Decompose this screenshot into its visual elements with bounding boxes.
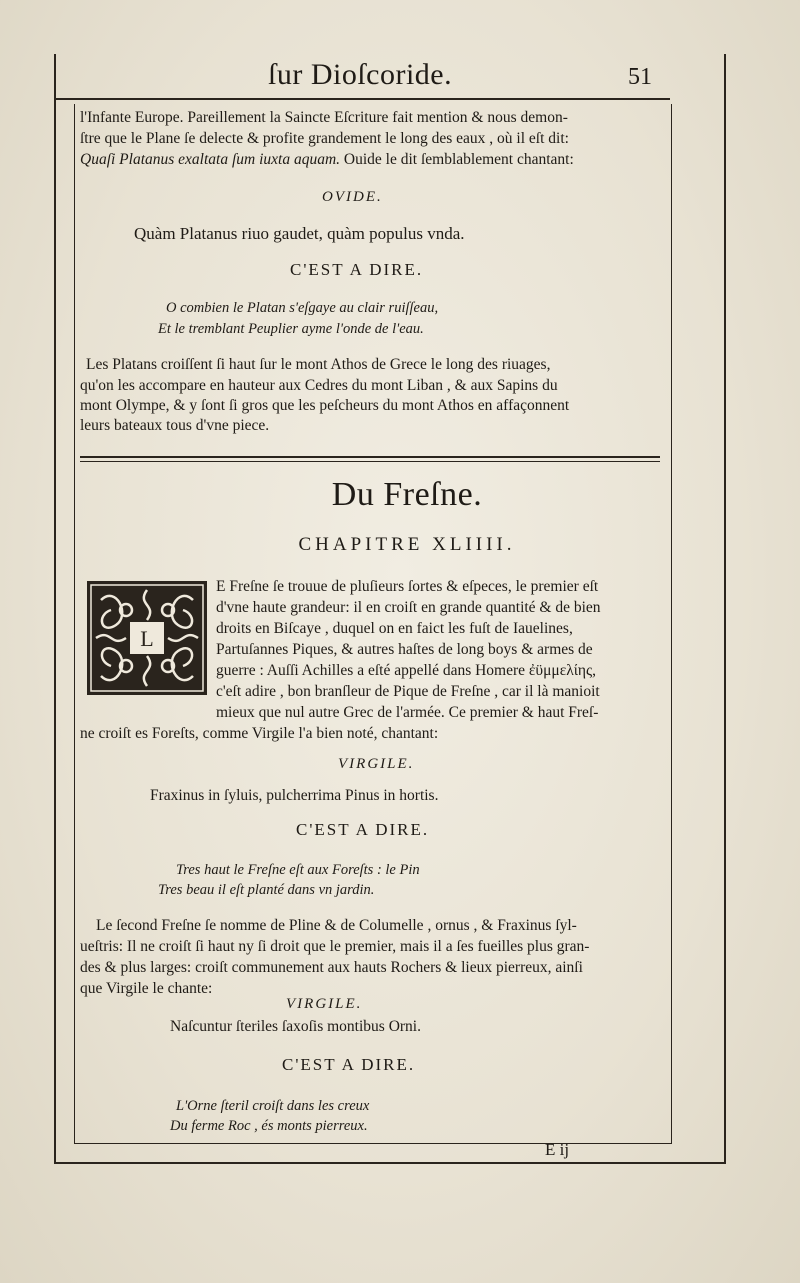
paragraph-line: ueſtris: Il ne croiſt ſi haut ny ſi droit que le premier, mais il a ſes fueilles plus gran- bbox=[80, 938, 590, 955]
signature-mark: E ij bbox=[545, 1140, 570, 1159]
chapter-text-line: Partuſannes Piques, & autres haſtes de long boys & armes de bbox=[216, 641, 593, 658]
chapter-text-line: mieux que nul autre Grec de l'armée. Ce premier & haut Freſ- bbox=[216, 704, 599, 721]
french-verse-line: Tres haut le Freſne eſt aux Foreſts : le Pin bbox=[176, 862, 420, 878]
paragraph-line: mont Olympe, & y ſont ſi gros que les peſcheurs du mont Athos en affaçonnent bbox=[80, 397, 570, 414]
french-verse-line: O combien le Platan s'eſgaye au clair ruiſſeau, bbox=[166, 300, 439, 316]
text-line: l'Infante Europe. Pareillement la Saincte Eſcriture fait mention & nous demon- bbox=[80, 109, 568, 126]
chapter-text-line: ne croiſt es Foreſts, comme Virgile l'a bien noté, chantant: bbox=[80, 725, 439, 742]
virgile-label: VIRGILE. bbox=[338, 756, 415, 772]
chapter-text-line: guerre : Auſſi Achilles a eſté appellé dans Homere ἐϋμμελίης, bbox=[216, 662, 597, 679]
french-verse-line: Tres beau il eſt planté dans vn jardin. bbox=[158, 882, 375, 898]
french-verse-line: L'Orne ſteril croiſt dans les creux bbox=[176, 1098, 370, 1114]
cest-a-dire-heading: C'EST A DIRE. bbox=[282, 1055, 416, 1074]
quote-tail: Ouide le dit ſemblablement chantant: bbox=[340, 151, 574, 168]
ornamental-initial-icon bbox=[86, 580, 208, 696]
paragraph-line: Le ſecond Freſne ſe nomme de Pline & de Columelle , ornus , & Fraxinus ſyl- bbox=[96, 917, 577, 934]
text-line: ſtre que le Plane ſe delecte & profite grandement le long des eaux , où il eſt dit: bbox=[80, 130, 569, 147]
paragraph-line: leurs bateaux tous d'vne piece. bbox=[80, 417, 270, 434]
section-divider bbox=[80, 456, 660, 458]
french-verse-line: Du ferme Roc , és monts pierreux. bbox=[170, 1118, 368, 1134]
cest-a-dire-heading: C'EST A DIRE. bbox=[290, 260, 424, 279]
chapter-text-line: c'eſt adire , bon branſleur de Pique de Freſne , car il là manioit bbox=[216, 683, 600, 700]
latin-quote: Quaſi Platanus exaltata ſum iuxta aquam. bbox=[80, 151, 341, 168]
french-verse-line: Et le tremblant Peuplier ayme l'onde de l'eau. bbox=[158, 321, 424, 337]
footer-rule bbox=[56, 1162, 726, 1164]
paragraph-line: Les Platans croiſſent ſi haut ſur le mont Athos de Grece le long des riuages, bbox=[86, 356, 551, 373]
paragraph-line: des & plus larges: croiſt communement aux hauts Rochers & lieux pierreux, ainſi bbox=[80, 959, 583, 976]
paragraph-line: qu'on les accompare en hauteur aux Cedres du mont Liban , & aux Sapins du bbox=[80, 377, 558, 394]
header-rule bbox=[56, 98, 670, 100]
chapter-text-line: E Freſne ſe trouue de pluſieurs ſortes & eſpeces, le premier eſt bbox=[216, 578, 599, 595]
chapter-text-line: droits en Biſcaye , duquel on en faict les fuſt de Iauelines, bbox=[216, 620, 573, 637]
paragraph-line: que Virgile le chante: bbox=[80, 980, 213, 997]
page-number: 51 bbox=[628, 64, 652, 90]
chapter-title: Du Freſne. bbox=[331, 476, 483, 513]
virgile-label: VIRGILE. bbox=[286, 996, 363, 1012]
ovid-verse: Quàm Platanus riuo gaudet, quàm populus vnda. bbox=[134, 224, 465, 243]
running-title: ſur Dioſcoride. bbox=[268, 58, 453, 91]
ovid-label: OVIDE. bbox=[322, 189, 383, 205]
section-divider-thin bbox=[80, 461, 660, 462]
virgile-verse: Naſcuntur ſteriles ſaxoſis montibus Orni. bbox=[170, 1018, 421, 1035]
chapter-number: CHAPITRE XLIIII. bbox=[298, 534, 516, 555]
virgile-verse: Fraxinus in ſyluis, pulcherrima Pinus in hortis. bbox=[150, 787, 439, 804]
cest-a-dire-heading: C'EST A DIRE. bbox=[296, 820, 430, 839]
drop-cap-letter: L bbox=[140, 626, 154, 651]
chapter-text-line: d'vne haute grandeur: il en croiſt en grande quantité & de bien bbox=[216, 599, 601, 616]
text-line bbox=[80, 150, 574, 170]
